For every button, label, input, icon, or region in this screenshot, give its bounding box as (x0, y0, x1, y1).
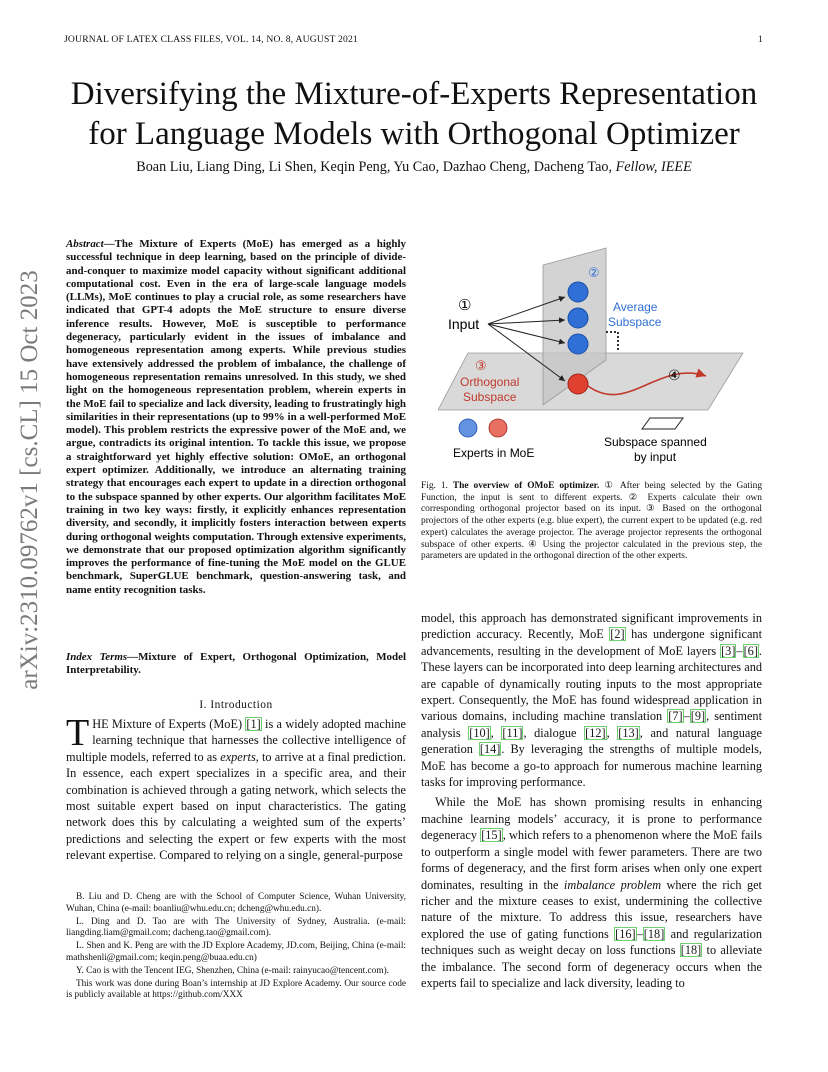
citation-link[interactable]: [14] (479, 742, 501, 757)
citation-link[interactable]: [6] (743, 643, 758, 658)
body-emphasis: imbalance problem (563, 877, 662, 892)
figure-diagram (438, 240, 778, 476)
legend-subspace-icon (642, 418, 683, 429)
average-subspace-label-2: Subspace (608, 315, 662, 329)
arxiv-stamp-text: arXiv:2310.09762v1 [cs.CL] 15 Oct 2023 (16, 270, 43, 690)
intro-paragraph (66, 712, 406, 864)
legend-experts-label: Experts in MoE (453, 446, 535, 460)
abstract-text: —The Mixture of Experts (MoE) has emerged as a highly successful technique in deep learning, based on the principle of divide-and-conquer to maximize model capacity without significant additional computational cost. Even in the era of large-scale language models (LLMs), MoE continues to play a crucial role, as some researchers have indicated that GPT-4 adopts the MoE structure to ensure diverse inference results. However, MoE is susceptible to performance degeneracy, particularly evident in the issues of imbalance and homogeneous representation among experts. While previous studies have extensively addressed the problem of imbalance, the challenge of homogeneous representation remains unresolved. In this study, we shed light on the homogeneous representation problem, wherein experts in the MoE fail to specialize and lack diversity, leading to frustratingly high similarities in their representations (up to 99% in a well-performed MoE model). This problem restricts the expressive power of the MoE and, we argue, contradicts its original intention. To tackle this issue, we propose a straightforward yet highly effective solution: OMoE, an orthogonal expert optimizer. Additionally, we introduce an alternating training strategy that encourages each expert to update in a direction orthogonal to the subspace spanned by other experts. Our algorithm facilitates MoE training in two key ways: firstly, it explicitly enhances representation diversity, and secondly, it implicitly fosters interaction between experts during orthogonal weights computation. Through extensive experiments, we demonstrate that our proposed optimization algorithm significantly improves the performance of fine-tuning the MoE model on the GLUE benchmark, SuperGLUE benchmark, question-answering task, and name entity recognition tasks. (66, 238, 406, 596)
footnote: L. Shen and K. Peng are with the JD Explore Academy, JD.com, Beijing, China (e-mail: mathshenli@gmail.com; keqin.peng@buaa.edu.cn) (66, 941, 406, 963)
authors-names: Boan Liu, Liang Ding, Li Shen, Keqin Peng, Yu Cao, Dazhao Cheng, Dacheng Tao, (136, 159, 613, 175)
orthogonal-subspace-label-1: Orthogonal (460, 375, 520, 389)
footnote: L. Ding and D. Tao are with The University of Sydney, Australia. (e-mail: liangding.liam@gmail.com; dacheng.tao@gmail.com). (66, 916, 406, 939)
citation-link[interactable]: [10] (469, 725, 490, 740)
page-number: 1 (758, 34, 763, 45)
legend-red-expert (489, 419, 507, 437)
expert-blue-3 (568, 334, 588, 354)
citation-link[interactable]: [13] (618, 725, 639, 740)
citation-link[interactable]: [16] (615, 926, 636, 941)
orthogonal-subspace-label-2: Subspace (463, 390, 517, 404)
caption-title: The overview of OMoE optimizer. (452, 481, 600, 491)
citation-link[interactable]: [18] (643, 926, 665, 941)
body-text: , sentiment analysis (421, 709, 763, 740)
citation-link[interactable]: [3] (721, 643, 736, 658)
body-text: . By leveraging the strengths of multiple models, MoE has become a go-to approach for numerous machine learning tasks for improving performance. (421, 742, 762, 790)
body-text: has undergone significant advancements, resulting in the development of MoE layers (421, 627, 762, 658)
step-4-marker: ④ (668, 368, 681, 384)
citation-link[interactable]: [11] (502, 725, 523, 740)
citation-link[interactable]: [1] (246, 717, 261, 731)
title-line-2: for Language Models with Orthogonal Optimizer (88, 116, 740, 152)
abstract (66, 238, 406, 597)
citation-link[interactable]: [18] (680, 943, 702, 958)
legend-blue-expert (459, 419, 477, 437)
title-line-1: Diversifying the Mixture-of-Experts Representation (70, 76, 758, 112)
caption-label: Fig. 1. (421, 481, 448, 491)
body-text: While the MoE has shown promising results in enhancing machine learning models’ accuracy, it is prone to performance degeneracy (421, 795, 762, 843)
body-text: model, this approach has demonstrated significant improvements in prediction accuracy. Recently, MoE (421, 611, 762, 642)
body-text: , (490, 725, 502, 740)
footnote: B. Liu and D. Cheng are with the School of Computer Science, Wuhan University, Wuhan, China (e-mail: boanliu@whu.edu.cn; dcheng@whu.edu.cn). (66, 892, 406, 914)
legend-span-label-2: by input (634, 450, 677, 464)
citation-link[interactable]: [7] (668, 709, 683, 724)
paragraph (421, 610, 762, 790)
body-text: , which refers to a phenomenon where the MoE fails to outperform a single model with fewer parameters. There are two forms of degeneracy, and the first form arises when only one expert dominates, resulting in the (421, 828, 762, 892)
body-text: , (606, 725, 618, 740)
index-terms-text: —Mixture of Expert, Orthogonal Optimization, Model Interpretability. (66, 651, 406, 677)
body-text: , dialogue (523, 725, 585, 740)
arxiv-stamp (8, 270, 52, 690)
intro-emphasis: experts (220, 749, 256, 764)
body-text: and regularization techniques such as weight decay on loss functions (421, 926, 762, 958)
drop-cap: T (66, 712, 90, 754)
body-text: to alleviate the imbalance. The second form of degeneracy occurs when the experts fail to specialize and lack diversity, leading to (421, 943, 762, 990)
step-1-marker: ① (458, 296, 472, 314)
intro-text: is a widely adopted machine learning technique that harnesses the collective intelligence of multiple models, referred to as (66, 717, 406, 764)
footnote: Y. Cao is with the Tencent IEG, Shenzhen, China (e-mail: rainyucao@tencent.com). (76, 965, 389, 976)
intro-text: HE Mixture of Experts (MoE) (92, 717, 246, 731)
body-text: , and natural language generation (421, 725, 762, 757)
index-terms (66, 651, 406, 678)
body-text: . These layers can be incorporated into deep learning architectures and are capable of dynamically routing inputs to the most appropriate expert. Consequently, the MoE has found widespread application in various domains, including machine translation (421, 643, 762, 724)
expert-blue-1 (568, 282, 588, 302)
body-text: where the rich get richer and the mixture ceases to exist, undermining the collective nature of the mixture. To address this issue, researchers have explored the use of gating functions (421, 877, 762, 941)
footnote: This work was done during Boan’s internship at JD Explore Academy. Our source code is publicly available at https://github.com/XXX (66, 978, 406, 1001)
citation-link[interactable]: [2] (610, 627, 625, 642)
index-terms-label: Index Terms (66, 651, 128, 663)
figure-omoe-overview (438, 240, 778, 476)
input-label: Input (448, 316, 480, 332)
figure-caption (421, 481, 762, 563)
citation-link[interactable]: [9] (690, 709, 706, 724)
expert-blue-2 (568, 308, 588, 328)
body-text: – (636, 926, 643, 941)
author-list (40, 159, 788, 176)
body-text: – (736, 643, 743, 658)
abstract-label: Abstract (66, 238, 104, 250)
footnotes (66, 892, 406, 1003)
expert-red (568, 374, 588, 394)
paragraph (421, 794, 762, 991)
average-subspace-label-1: Average (613, 300, 658, 314)
paper-title (40, 74, 788, 154)
citation-link[interactable]: [12] (585, 725, 606, 740)
running-header: JOURNAL OF LATEX CLASS FILES, VOL. 14, NO. 8, AUGUST 2021 (64, 34, 358, 45)
intro-text: , to arrive at a final prediction. In essence, each expert specializes in a specific area, and their combination is achieved through a gating network, which selects the most suitable expert based on input characteristics. The gating network does this by calculating a weighted sum of the experts’ predictions and selecting the expert or few experts with the most relevant expertise. Compared to relying on a single, general-purpose (66, 749, 406, 863)
right-column-body (421, 610, 762, 991)
legend-span-label-1: Subspace spanned (604, 435, 707, 449)
step-2-marker: ② (588, 266, 600, 281)
citation-link[interactable]: [15] (481, 828, 502, 843)
caption-text: ① After being selected by the Gating Function, the input is sent to different experts. ② Experts calculate their own corresponding orthogonal projector based on its input. ③ Based on the orthogonal projectors of the other experts (e.g. blue expert), the current expert to be updated (e.g. red expert) calculates the average projector. The average projector represents the orthogonal subspace of other experts. ④ Using the projector calculated in the previous step, the parameters are updated in the orthogonal direction of the other experts. (421, 481, 763, 562)
authors-suffix: Fellow, IEEE (615, 159, 692, 175)
step-3-marker: ③ (475, 359, 487, 374)
section-heading: I. Introduction (199, 699, 273, 711)
body-text: – (683, 709, 690, 724)
